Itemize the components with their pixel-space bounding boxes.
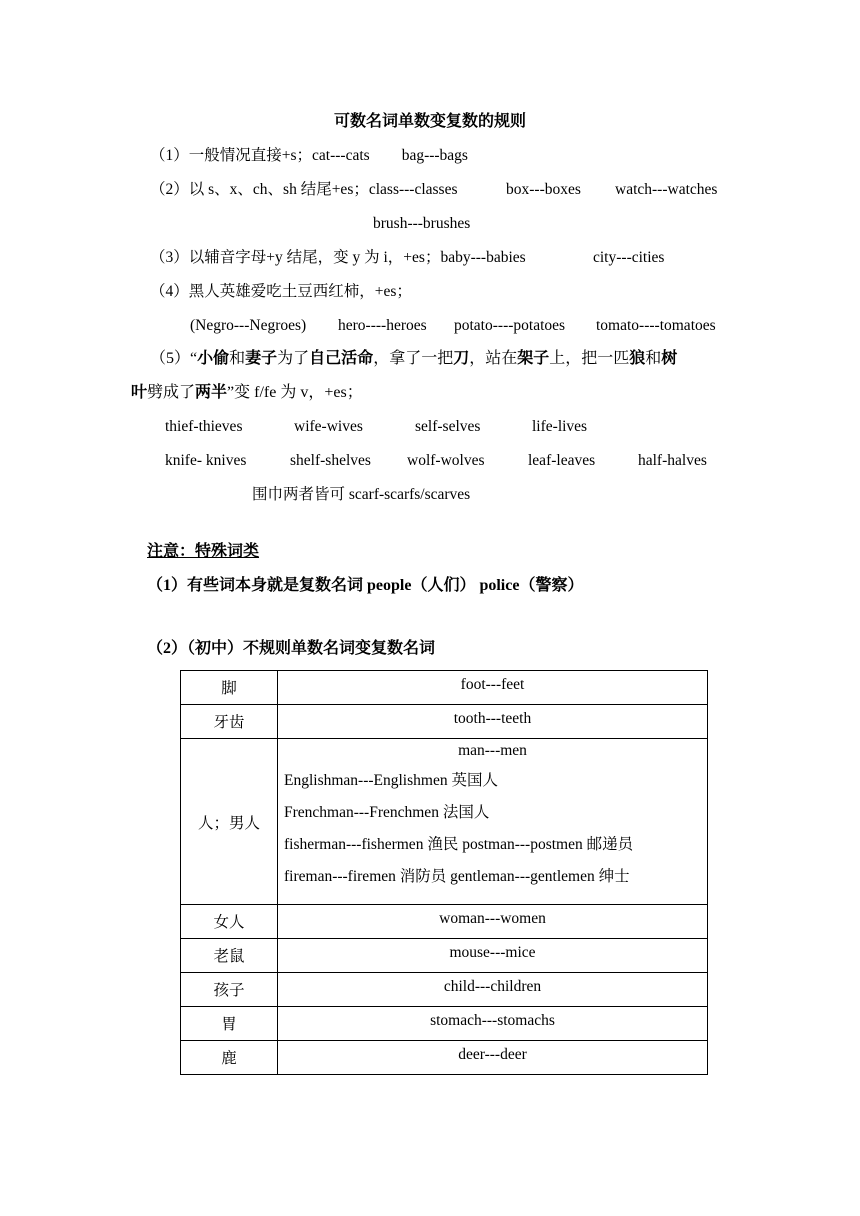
rule-5-keyword: 狼 <box>629 350 646 367</box>
rule-5-example: self-selves <box>415 418 481 435</box>
table-row <box>181 705 708 739</box>
table-row <box>181 973 708 1007</box>
table-cell-chinese: 女人 <box>181 905 278 939</box>
rule-5-example: wife-wives <box>294 418 363 435</box>
rule-5-example: half-halves <box>638 452 707 469</box>
rule-5-text: 为了 <box>277 350 310 367</box>
table-cell-english-multi <box>278 739 708 905</box>
rule-1-text: （1）一般情况直接+s；cat---cats <box>150 147 370 164</box>
rule-2-example-watch: watch---watches <box>615 181 718 198</box>
rule-2-example-brush: brush---brushes <box>373 215 471 232</box>
rule-5-example: wolf-wolves <box>407 452 485 469</box>
rule-4-example-potato: potato----potatoes <box>454 317 566 334</box>
rule-5-text: 劈成了 <box>147 384 196 401</box>
note-item-1: （1）有些词本身就是复数名词 people（人们） police（警察） <box>147 577 584 594</box>
table-row <box>181 939 708 973</box>
rule-5-example: knife- knives <box>165 452 247 469</box>
rule-4-example-negro: (Negro---Negroes) <box>190 317 307 334</box>
rule-2-example-box: box---boxes <box>506 181 581 198</box>
table-cell-english: child---children <box>278 973 708 1007</box>
table-line: man---men <box>458 742 527 759</box>
table-row <box>181 739 708 905</box>
rule-3 <box>150 248 526 268</box>
table-cell-chinese: 老鼠 <box>181 939 278 973</box>
rule-5-keyword: 架子 <box>517 350 550 367</box>
table-cell-english: tooth---teeth <box>278 705 708 739</box>
rule-2-text: （2）以 s、x、ch、sh 结尾+es；class---classes <box>150 181 458 198</box>
table-cell-english: mouse---mice <box>278 939 708 973</box>
table-line: Englishman---Englishmen 英国人 <box>284 772 498 789</box>
table-line: Frenchman---Frenchmen 法国人 <box>284 804 490 821</box>
rule-5-text: （5）“ <box>150 350 198 367</box>
table-cell-chinese: 牙齿 <box>181 705 278 739</box>
note-heading: 注意：特殊词类 <box>147 543 260 560</box>
rule-5-line-1 <box>150 349 677 369</box>
rule-5-example: life-lives <box>532 418 588 435</box>
rule-5-keyword: 两半 <box>195 384 228 401</box>
table-cell-english: woman---women <box>278 905 708 939</box>
table-line: fireman---firemen 消防员 gentleman---gentlemen 绅士 <box>284 868 630 885</box>
rule-5-example: thief-thieves <box>165 418 243 435</box>
rule-5-keyword: 叶 <box>131 384 148 401</box>
rule-5-text: ，站在 <box>469 350 518 367</box>
table-cell-english: stomach---stomachs <box>278 1007 708 1041</box>
rule-5-text: ，拿了一把 <box>373 350 454 367</box>
table-row <box>181 1041 708 1075</box>
table-row <box>181 905 708 939</box>
rule-3-text: （3）以辅音字母+y 结尾，变 y 为 i，+es；baby---babies <box>150 249 526 266</box>
rule-5-keyword: 树 <box>661 350 678 367</box>
rule-1-example: bag---bags <box>401 147 468 164</box>
table-row <box>181 1007 708 1041</box>
table-cell-english: foot---feet <box>278 671 708 705</box>
rule-2 <box>150 180 458 200</box>
page-title: 可数名词单数变复数的规则 <box>333 113 526 130</box>
table-row <box>181 671 708 705</box>
rule-5-scarf-note: 围巾两者皆可 scarf-scarfs/scarves <box>252 486 471 503</box>
rule-5-text: 上，把一匹 <box>549 350 630 367</box>
rule-4-example-tomato: tomato----tomatoes <box>596 317 716 334</box>
table-cell-chinese: 胃 <box>181 1007 278 1041</box>
rule-5-keyword: 自己活命 <box>309 350 374 367</box>
rule-5-example: leaf-leaves <box>528 452 596 469</box>
rule-5-text: ”变 f/fe 为 v，+es； <box>227 384 363 401</box>
rule-5-keyword: 妻子 <box>245 350 278 367</box>
table-cell-english: deer---deer <box>278 1041 708 1075</box>
table-line: fisherman---fishermen 渔民 postman---postmen 邮递员 <box>284 836 634 853</box>
rule-4-example-hero: hero----heroes <box>338 317 427 334</box>
note-item-2: （2）（初中）不规则单数名词变复数名词 <box>147 640 436 657</box>
rule-5-line-2 <box>131 383 363 403</box>
table-cell-chinese: 脚 <box>181 671 278 705</box>
rule-5-text: 和 <box>645 350 662 367</box>
rule-5-keyword: 刀 <box>453 350 470 367</box>
irregular-plural-table <box>180 670 708 1075</box>
rule-5-keyword: 小偷 <box>197 350 230 367</box>
rule-1 <box>150 146 468 166</box>
rule-5-example: shelf-shelves <box>290 452 371 469</box>
rule-5-text: 和 <box>229 350 246 367</box>
table-cell-chinese: 孩子 <box>181 973 278 1007</box>
rule-4: （4）黑人英雄爱吃土豆西红柿，+es； <box>150 283 412 300</box>
rule-3-example-city: city---cities <box>593 249 665 266</box>
table-cell-chinese: 鹿 <box>181 1041 278 1075</box>
table-cell-chinese: 人；男人 <box>181 739 278 905</box>
